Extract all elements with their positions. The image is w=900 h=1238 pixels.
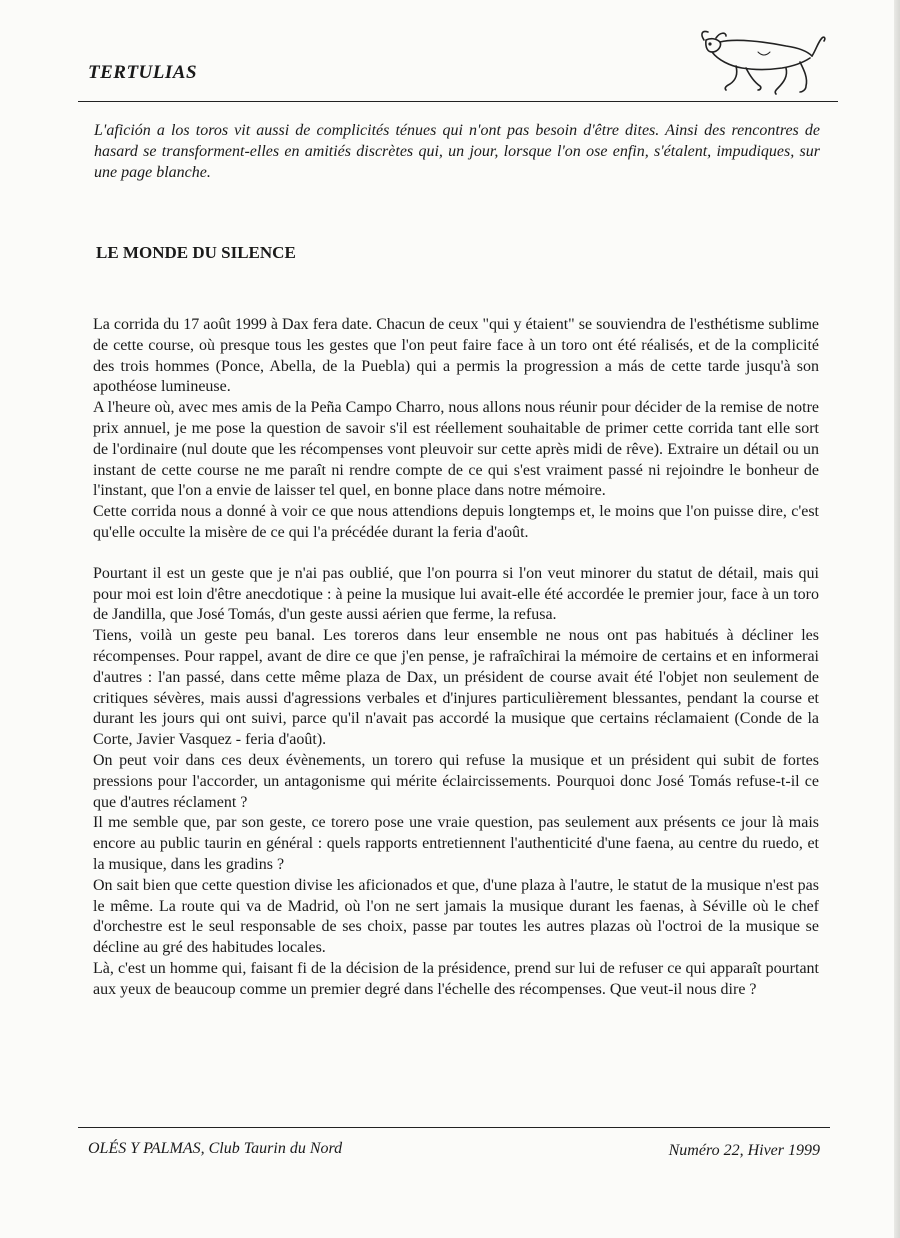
intro-paragraph: L'afición a los toros vit aussi de complicités ténues qui n'ont pas besoin d'être dites. Ainsi des rencontres de hasard se transforment-elles en amitiés discrètes qui, un jour, lorsque l'on ose enfin, s'étalent, impudiques, sur une page blanche.: [94, 122, 820, 181]
article-paragraph: Là, c'est un homme qui, faisant fi de la décision de la présidence, prend sur lui de refuser ce qui apparaît pourtant aux yeux de beaucoup comme un premier degré dans l'échelle des récompenses. Que veut-il nous dire ?: [93, 959, 819, 998]
footer-divider: [78, 1127, 830, 1128]
footer-publication: OLÉS Y PALMAS, Club Taurin du Nord: [88, 1140, 343, 1157]
article-paragraph: Tiens, voilà un geste peu banal. Les toreros dans leur ensemble ne nous ont pas habitués à décliner les récompenses. Pour rappel, avant de dire ce que j'en pense, je rafraîchirai la mémoire de certains et en informerai d'autres : l'an passé, dans cette même plaza de Dax, un président de course avait été l'objet non seulement de critiques sévères, mais aussi d'agressions verbales et d'injures particulièrement blessantes, pendant la course et durant les jours qui ont suivi, parce qu'il n'avait pas accordé la musique que certains réclamaient (Conde de la Corte, Javier Vasquez - feria d'août).: [93, 627, 819, 749]
footer-issue: Numéro 22, Hiver 1999: [668, 1142, 820, 1159]
article-title: LE MONDE DU SILENCE: [96, 243, 296, 262]
article-paragraph: La corrida du 17 août 1999 à Dax fera date. Chacun de ceux "qui y étaient" se souviendra de l'esthétisme sublime de cette course, où presque tous les gestes que l'on peut faire face à un toro ont été réalisés, et de la complicité des trois hommes (Ponce, Abella, de la Puebla) qui a permis la progression a más de cette tarde jusqu'à son apothéose lumineuse.: [93, 316, 819, 396]
article-paragraph: A l'heure où, avec mes amis de la Peña Campo Charro, nous allons nous réunir pour décider de la remise de notre prix annuel, je me pose la question de savoir s'il est réellement souhaitable de primer cette corrida tant elle sort de l'ordinaire (nul doute que les récompenses vont pleuvoir sur cette après midi de rêve). Extraire un détail ou un instant de cette course ne me paraît ni rendre compte de ce qui s'est vraiment passé ni rejoindre le bonheur de l'instant, que l'on a envie de laisser tel quel, en bonne place dans notre mémoire.: [93, 399, 819, 500]
bull-icon: [696, 28, 830, 100]
article-paragraph: Cette corrida nous a donné à voir ce que nous attendions depuis longtemps et, le moins que l'on puisse dire, c'est qu'elle occulte la misère de ce qui l'a précédée durant la feria d'août.: [93, 503, 819, 541]
header-divider: [78, 101, 838, 102]
article-paragraph: Pourtant il est un geste que je n'ai pas oublié, que l'on pourra si l'on veut minorer du statut de détail, mais qui pour moi est loin d'être anecdotique : à peine la musique lui avait-elle été accordée le premier jour, face à un toro de Jandilla, que José Tomás, d'un geste aussi aérien que ferme, la refusa.: [93, 564, 819, 624]
scan-edge: [894, 0, 900, 1238]
article-paragraph: On peut voir dans ces deux évènements, un torero qui refuse la musique et un président qui subit de fortes pressions pour l'accorder, un antagonisme qui mérite éclaircissements. Pourquoi donc José Tomás refuse-t-il ce que d'autres réclament ?: [93, 751, 819, 811]
article-paragraph: On sait bien que cette question divise les aficionados et que, d'une plaza à l'autre, le statut de la musique n'est pas le même. La route qui va de Madrid, où l'on ne sert jamais la musique durant les faenas, à Séville où le chef d'orchestre est le seul responsable de ses choix, passe par toutes les autres plazas où l'octroi de la musique se décline au gré des habitudes locales.: [93, 876, 819, 957]
article-paragraph: Il me semble que, par son geste, ce torero pose une vraie question, pas seulement aux présents ce jour là mais encore au public taurin en général : quels rapports entretiennent l'authenticité d'une faena, au centre du ruedo, et la musique, dans les gradins ?: [93, 814, 819, 873]
article-body: [93, 315, 819, 1001]
section-header-title: TERTULIAS: [88, 62, 198, 83]
